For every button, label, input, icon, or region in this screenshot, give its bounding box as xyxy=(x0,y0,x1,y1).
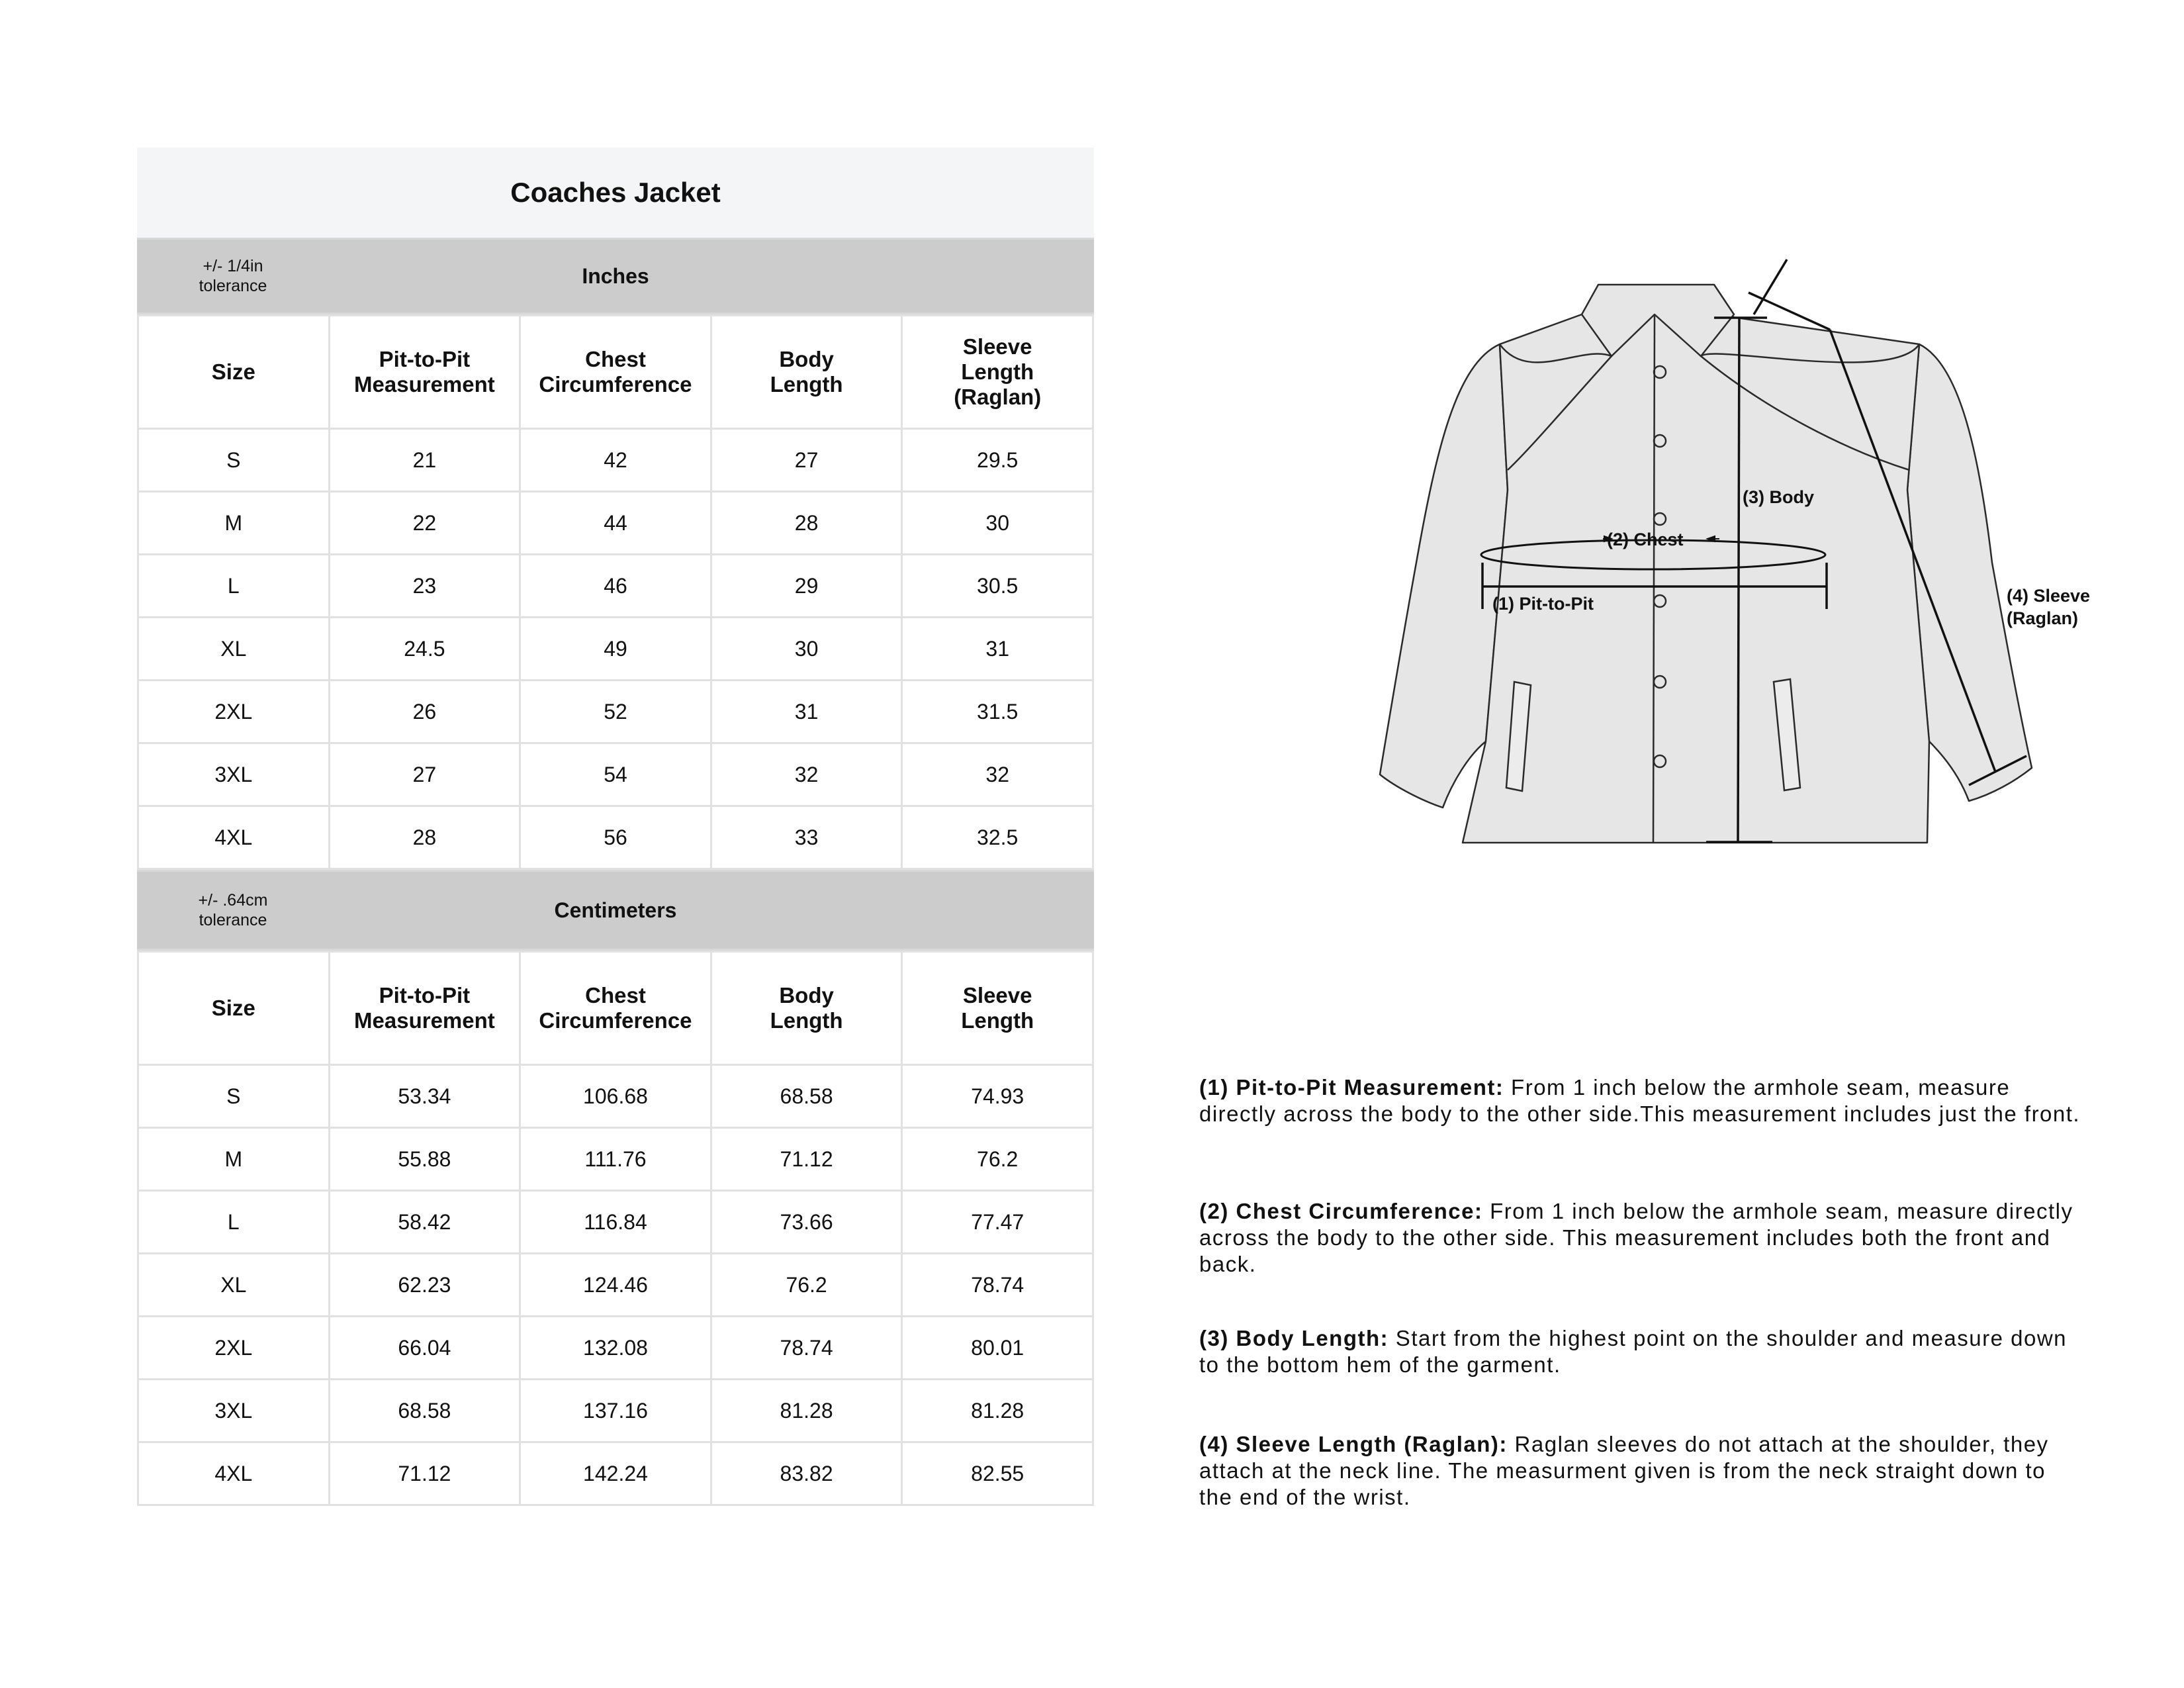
description-4-term: (4) Sleeve Length (Raglan): xyxy=(1199,1432,1508,1456)
description-2-text: From 1 inch below the armhole seam, measure directly across the body to the other side. This measurement includes both the front and back. xyxy=(1199,1199,2073,1276)
column-header: Body Length xyxy=(711,316,902,429)
table-cell: 27 xyxy=(711,429,902,492)
table-cell: 132.08 xyxy=(520,1317,711,1380)
table-cell: 137.16 xyxy=(520,1380,711,1442)
table-cell: 3XL xyxy=(138,1380,330,1442)
table-cell: 111.76 xyxy=(520,1128,711,1191)
table-cell: 29.5 xyxy=(902,429,1093,492)
table-cell: 76.2 xyxy=(902,1128,1093,1191)
description-1 xyxy=(1199,1074,2086,1127)
jacket-diagram xyxy=(1343,252,2158,861)
table-row xyxy=(138,743,1093,806)
description-2-term: (2) Chest Circumference: xyxy=(1199,1199,1483,1223)
table-row xyxy=(138,1191,1093,1254)
table-cell: 142.24 xyxy=(520,1442,711,1505)
table-cell: 124.46 xyxy=(520,1254,711,1317)
table-cell: 2XL xyxy=(138,1317,330,1380)
description-3-term: (3) Body Length: xyxy=(1199,1326,1389,1350)
column-header: Sleeve Length (Raglan) xyxy=(902,316,1093,429)
table-cell: 30 xyxy=(711,618,902,680)
description-4 xyxy=(1199,1431,2086,1511)
body-label: (3) Body xyxy=(1743,487,1814,507)
table-cell: 42 xyxy=(520,429,711,492)
table-cell: 74.93 xyxy=(902,1065,1093,1128)
table-row xyxy=(138,1128,1093,1191)
table-cell: 44 xyxy=(520,492,711,555)
table-cell: 58.42 xyxy=(329,1191,520,1254)
table-cell: 53.34 xyxy=(329,1065,520,1128)
inches-table xyxy=(137,314,1094,870)
table-row xyxy=(138,1317,1093,1380)
table-cell: 56 xyxy=(520,806,711,869)
table-cell: 21 xyxy=(329,429,520,492)
table-row xyxy=(138,1380,1093,1442)
size-chart xyxy=(137,148,1094,1506)
table-row xyxy=(138,680,1093,743)
table-cell: S xyxy=(138,429,330,492)
table-cell: 30.5 xyxy=(902,555,1093,618)
table-cell: M xyxy=(138,1128,330,1191)
table-cell: 31 xyxy=(711,680,902,743)
inches-unit-label: Inches xyxy=(582,263,649,288)
table-cell: 30 xyxy=(902,492,1093,555)
description-3 xyxy=(1199,1325,2086,1378)
table-cell: 33 xyxy=(711,806,902,869)
table-cell: 81.28 xyxy=(711,1380,902,1442)
table-cell: 82.55 xyxy=(902,1442,1093,1505)
table-row xyxy=(138,806,1093,869)
centimeters-tolerance: +/- .64cm tolerance xyxy=(198,891,268,929)
table-cell: 52 xyxy=(520,680,711,743)
table-cell: 71.12 xyxy=(329,1442,520,1505)
table-cell: 116.84 xyxy=(520,1191,711,1254)
centimeters-band xyxy=(137,870,1094,951)
table-cell: 81.28 xyxy=(902,1380,1093,1442)
column-header: Chest Circumference xyxy=(520,952,711,1065)
table-cell: 78.74 xyxy=(711,1317,902,1380)
table-row xyxy=(138,1065,1093,1128)
table-cell: XL xyxy=(138,618,330,680)
table-cell: 31 xyxy=(902,618,1093,680)
table-cell: 66.04 xyxy=(329,1317,520,1380)
table-row xyxy=(138,1442,1093,1505)
inches-header-row xyxy=(138,316,1093,429)
table-cell: 55.88 xyxy=(329,1128,520,1191)
table-cell: 83.82 xyxy=(711,1442,902,1505)
table-cell: 46 xyxy=(520,555,711,618)
column-header: Sleeve Length xyxy=(902,952,1093,1065)
description-1-text: From 1 inch below the armhole seam, measure directly across the body to the other side.This measurement includes just the front. xyxy=(1199,1075,2081,1126)
table-cell: 71.12 xyxy=(711,1128,902,1191)
description-4-text: Raglan sleeves do not attach at the shoulder, they attach at the neck line. The measurment given is from the neck straight down to the end of the wrist. xyxy=(1199,1432,2049,1509)
column-header: Chest Circumference xyxy=(520,316,711,429)
table-cell: 3XL xyxy=(138,743,330,806)
table-cell: 54 xyxy=(520,743,711,806)
description-2 xyxy=(1199,1198,2086,1278)
table-cell: M xyxy=(138,492,330,555)
table-cell: 4XL xyxy=(138,1442,330,1505)
table-cell: 27 xyxy=(329,743,520,806)
table-cell: L xyxy=(138,1191,330,1254)
table-row xyxy=(138,618,1093,680)
table-cell: 2XL xyxy=(138,680,330,743)
table-cell: 4XL xyxy=(138,806,330,869)
table-cell: 23 xyxy=(329,555,520,618)
table-cell: 77.47 xyxy=(902,1191,1093,1254)
table-row xyxy=(138,492,1093,555)
table-cell: 32.5 xyxy=(902,806,1093,869)
chest-label: (2) Chest xyxy=(1607,530,1684,549)
table-cell: 24.5 xyxy=(329,618,520,680)
table-cell: 73.66 xyxy=(711,1191,902,1254)
chart-title: Coaches Jacket xyxy=(137,148,1094,238)
inches-tolerance: +/- 1/4in tolerance xyxy=(199,257,267,295)
centimeters-header-row xyxy=(138,952,1093,1065)
centimeters-unit-label: Centimeters xyxy=(554,898,677,922)
table-cell: 76.2 xyxy=(711,1254,902,1317)
column-header: Body Length xyxy=(711,952,902,1065)
table-cell: 80.01 xyxy=(902,1317,1093,1380)
column-header: Pit-to-Pit Measurement xyxy=(329,316,520,429)
description-3-text: Start from the highest point on the shoulder and measure down to the bottom hem of the garment. xyxy=(1199,1326,2068,1377)
table-cell: 31.5 xyxy=(902,680,1093,743)
table-cell: 28 xyxy=(329,806,520,869)
table-cell: 62.23 xyxy=(329,1254,520,1317)
table-cell: S xyxy=(138,1065,330,1128)
table-cell: 32 xyxy=(902,743,1093,806)
table-row xyxy=(138,1254,1093,1317)
centimeters-table xyxy=(137,951,1094,1506)
pit-to-pit-label: (1) Pit-to-Pit xyxy=(1492,594,1594,614)
jacket-outline-icon xyxy=(1343,252,2158,861)
table-cell: 28 xyxy=(711,492,902,555)
column-header: Pit-to-Pit Measurement xyxy=(329,952,520,1065)
table-cell: 22 xyxy=(329,492,520,555)
table-cell: 29 xyxy=(711,555,902,618)
table-row xyxy=(138,555,1093,618)
table-cell: 106.68 xyxy=(520,1065,711,1128)
table-row xyxy=(138,429,1093,492)
table-cell: 68.58 xyxy=(329,1380,520,1442)
table-cell: 68.58 xyxy=(711,1065,902,1128)
sleeve-label: (4) Sleeve (Raglan) xyxy=(2007,586,2091,628)
table-cell: XL xyxy=(138,1254,330,1317)
column-header: Size xyxy=(138,316,330,429)
table-cell: L xyxy=(138,555,330,618)
column-header: Size xyxy=(138,952,330,1065)
description-1-term: (1) Pit-to-Pit Measurement: xyxy=(1199,1075,1504,1100)
inches-band xyxy=(137,238,1094,314)
table-cell: 26 xyxy=(329,680,520,743)
table-cell: 78.74 xyxy=(902,1254,1093,1317)
table-cell: 32 xyxy=(711,743,902,806)
table-cell: 49 xyxy=(520,618,711,680)
